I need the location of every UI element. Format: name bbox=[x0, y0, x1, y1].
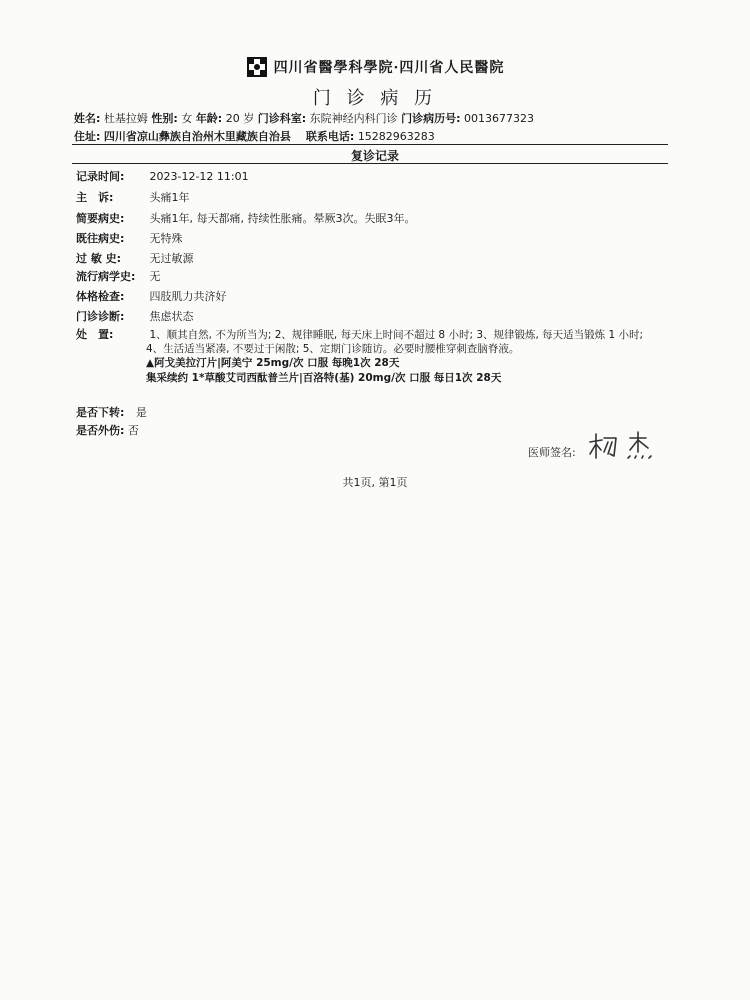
address-line bbox=[74, 128, 435, 144]
field-physical-exam bbox=[76, 288, 227, 304]
dept-label: 门诊科室: bbox=[257, 112, 307, 125]
age-label: 年龄: bbox=[195, 112, 223, 125]
injury-value: 否 bbox=[127, 424, 139, 437]
treatment-line: 4、生活适当紧凑, 不要过于闲散; 5、定期门诊随访。必要时腰椎穿刺查脑脊液。 bbox=[146, 343, 520, 355]
hospital-header bbox=[0, 54, 750, 80]
transfer-value: 是 bbox=[135, 406, 147, 419]
field-history bbox=[76, 210, 415, 226]
field-label: 既往病史: bbox=[76, 232, 125, 245]
field-label: 主 诉: bbox=[76, 191, 114, 204]
patient-gender: 女 bbox=[181, 112, 193, 125]
field-record-time bbox=[76, 168, 249, 184]
injury-label: 是否外伤: bbox=[76, 424, 125, 437]
patient-phone: 15282963283 bbox=[357, 130, 435, 143]
field-value: 无 bbox=[149, 270, 161, 283]
patient-dept: 东院神经内科门诊 bbox=[309, 112, 398, 125]
field-past-history bbox=[76, 230, 183, 246]
transfer-label: 是否下转: bbox=[76, 406, 125, 419]
doctor-sign-label: 医师签名: bbox=[528, 446, 576, 459]
field-label: 记录时间: bbox=[76, 170, 125, 183]
field-diagnosis bbox=[76, 308, 194, 324]
field-allergy bbox=[76, 250, 194, 266]
section-title: 复诊记录 bbox=[350, 149, 399, 163]
field-value: 无过敏源 bbox=[149, 252, 194, 265]
patient-info-line bbox=[74, 110, 534, 126]
hospital-logo-icon bbox=[246, 56, 268, 78]
divider-top bbox=[72, 144, 668, 145]
hospital-name: 四川省醫學科學院·四川省人民醫院 bbox=[273, 60, 505, 76]
field-epidemiology bbox=[76, 268, 161, 284]
transfer-line bbox=[76, 404, 147, 420]
prescription-line: ▲阿戈美拉汀片|阿美宁 25mg/次 口服 每晚1次 28天 bbox=[146, 357, 400, 369]
field-value: 1、顺其自然, 不为所当为; 2、规律睡眠, 每天床上时间不超过 8 小时; 3、规律锻炼, 每天适当锻炼 1 小时; bbox=[149, 329, 644, 341]
patient-address: 四川省凉山彝族自治州木里藏族自治县 bbox=[103, 130, 291, 143]
field-label: 体格检查: bbox=[76, 290, 125, 303]
field-treatment bbox=[76, 326, 643, 342]
field-label: 处 置: bbox=[76, 328, 114, 341]
field-value: 头痛1年, 每天都痛, 持续性胀痛。晕厥3次。失眠3年。 bbox=[149, 212, 416, 225]
gender-label: 性别: bbox=[151, 112, 178, 125]
field-label: 简要病史: bbox=[76, 212, 125, 225]
field-label: 门诊诊断: bbox=[76, 310, 125, 323]
record-no: 0013677323 bbox=[464, 112, 535, 125]
record-no-label: 门诊病历号: bbox=[401, 112, 461, 125]
patient-name: 杜基拉姆 bbox=[103, 112, 148, 125]
injury-line bbox=[76, 422, 139, 438]
field-label: 过 敏 史: bbox=[76, 252, 122, 265]
field-chief-complaint bbox=[76, 189, 190, 205]
field-value: 2023-12-12 11:01 bbox=[149, 170, 249, 183]
prescription-line: 集采续约 1*草酸艾司西酞普兰片|百洛特(基) 20mg/次 口服 每日1次 28天 bbox=[146, 372, 502, 384]
page-footer: 共1页, 第1页 bbox=[342, 476, 408, 489]
field-value: 四肢肌力共济好 bbox=[149, 290, 227, 303]
doctor-signature bbox=[586, 428, 662, 464]
name-label: 姓名: bbox=[74, 112, 101, 125]
field-value: 焦虑状态 bbox=[149, 310, 194, 323]
patient-age: 20 岁 bbox=[225, 112, 255, 125]
field-label: 流行病学史: bbox=[76, 270, 136, 283]
field-value: 头痛1年 bbox=[149, 191, 190, 204]
field-value: 无特殊 bbox=[149, 232, 183, 245]
address-label: 住址: bbox=[74, 130, 101, 143]
phone-label: 联系电话: bbox=[305, 130, 355, 143]
divider-section bbox=[72, 163, 668, 164]
document-title: 门 诊 病 历 bbox=[312, 88, 438, 109]
